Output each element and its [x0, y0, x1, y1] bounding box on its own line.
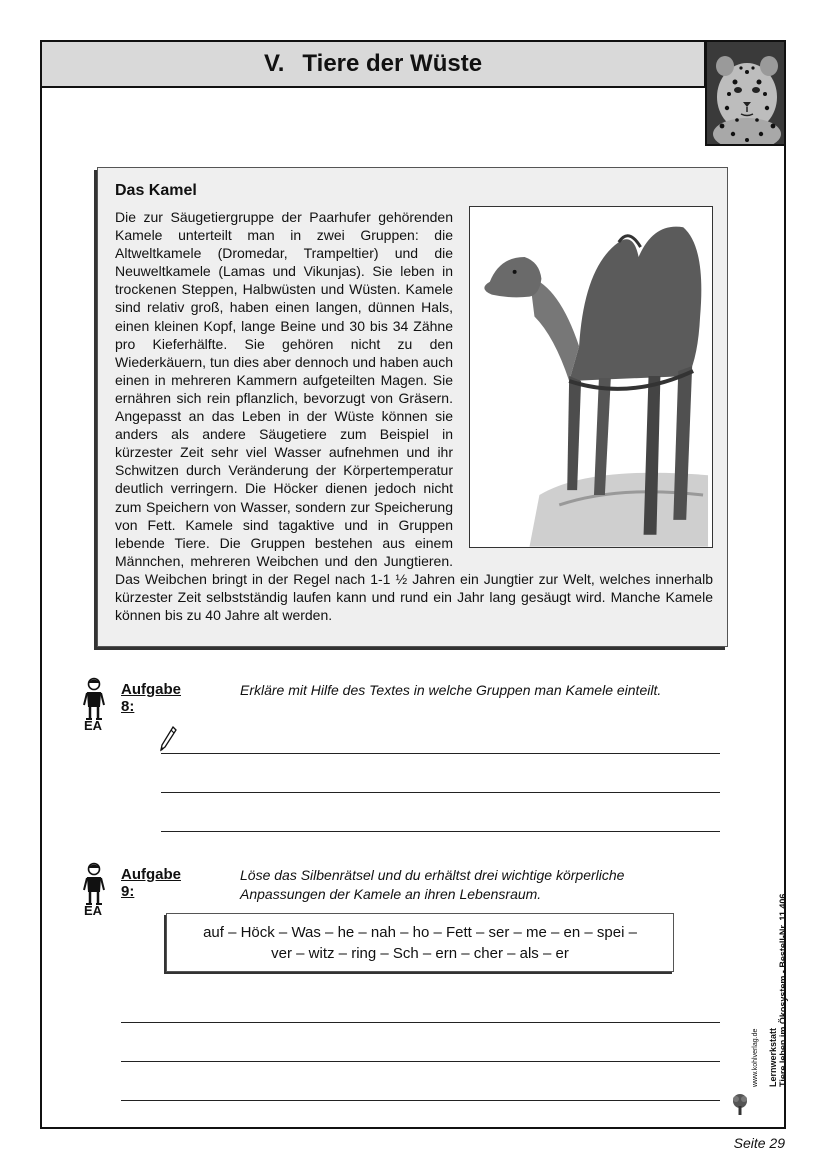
- answer-line[interactable]: [161, 831, 720, 832]
- task-9-text: Löse das Silbenrätsel und du erhältst drei wichtige körperliche Anpassungen der Kamele an ihren Lebensraum.: [240, 867, 625, 902]
- answer-line[interactable]: [121, 1022, 720, 1023]
- student-figure-icon: [83, 859, 105, 909]
- answer-line[interactable]: [161, 792, 720, 793]
- info-text: Die zur Säugetiergruppe der Paarhufer gehörenden Kamele unterteilt man in zwei Gruppen: die Altweltkamele (Dromedar, Trampeltier) und die Neuweltkamele (Lamas und Vikunjas). Sie leben in trockenen Steppen, Halbwüsten und Wüsten. Kamele sind relativ groß, haben einen langen, dünnen Hals, einen kleinen Kopf, lange Beine und 30 bis 34 Zähne pro Kieferhälfte. Sie gehören nicht zu den Wiederkäuern, tun dies aber dennoch und haben auch einen in mehreren Kammern aufgeteilten Magen. Sie ernähren sich rein pflanzlich, bevorzugt von Gräsern. Angepasst an das Leben in der Wüste können sie anders als andere Säugetiere zum Beispiel in kürzester Zeit sehr viel Wasser aufnehmen und ihr Schwitzen durch Veränderung der Körpertemperatur deutlich verringern. Die Höcker dienen jedoch nicht zum Speichern von Wasser, sondern zur Speicherung von Fett. Kamele sind tagaktive und in Gruppen lebende Tiere. Die Gruppen bestehen aus einem Männchen, mehreren Weibchen und den Jungtieren. Das Weibchen bringt in der Regel nach 1-1 ½ Jahren ein Jungtier zur Welt, welches innerhalb kürzester Zeit selbstständig laufen kann und rund ein Jahr lang gesäugt wird. Manche Kamele können bis zu 40 Jahre alt werden.: [115, 209, 713, 624]
- sidebar-line-2: Tiere leben im Ökosystem - Bestell-Nr. 11 406: [778, 893, 788, 1087]
- answer-line[interactable]: [121, 1061, 720, 1062]
- kohl-verlag-logo: [730, 1092, 750, 1116]
- leopard-cub-photo: [705, 40, 786, 146]
- publisher-url: www.kohlverlag.de: [752, 1028, 759, 1087]
- camel-illustration: [469, 206, 713, 548]
- answer-line[interactable]: [121, 1100, 720, 1101]
- chapter-title: Tiere der Wüste: [302, 50, 483, 77]
- task-8-badge: EA: [84, 718, 103, 733]
- sidebar-info: [768, 894, 788, 1087]
- syllables-line-1: auf – Höck – Was – he – nah – ho – Fett – ser – me – en – spei –: [203, 924, 637, 941]
- task-8-label: Aufgabe 8:: [121, 681, 181, 715]
- task-9-label: Aufgabe 9:: [121, 866, 181, 900]
- syllables-line-2: ver – witz – ring – Sch – ern – cher – als – er: [271, 945, 569, 962]
- task-9-badge: EA: [84, 903, 103, 918]
- task-8-text: Erkläre mit Hilfe des Textes in welche Gruppen man Kamele einteilt.: [240, 682, 662, 698]
- info-box: [97, 167, 728, 647]
- sidebar-line-1: Lernwerkstatt: [768, 1027, 778, 1087]
- page-title: [40, 40, 706, 88]
- student-figure-icon: [83, 674, 105, 724]
- pencil-icon: [159, 725, 177, 753]
- syllable-puzzle-box: [166, 913, 674, 972]
- page-number: Seite 29: [733, 1135, 785, 1151]
- chapter-number: V.: [263, 50, 285, 77]
- info-heading: Das Kamel: [115, 182, 197, 199]
- info-body: [115, 208, 713, 624]
- answer-line[interactable]: [161, 753, 720, 754]
